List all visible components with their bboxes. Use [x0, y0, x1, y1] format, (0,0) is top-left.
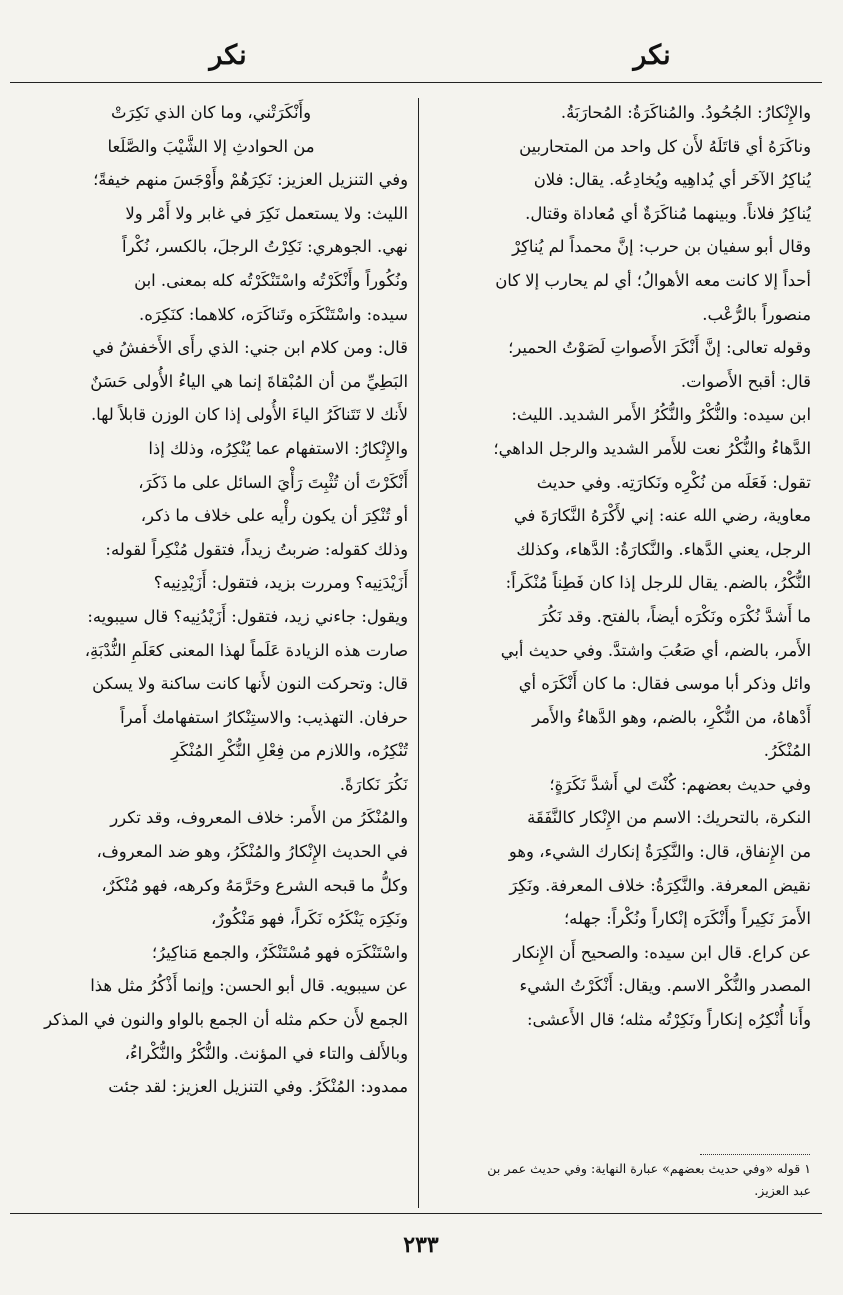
text-line: أَنْكَرْتَ أن تُثْبِتَ رَأْيَ السائل على ما ذَكَرَ،	[138, 472, 408, 492]
text-line: واسْتَنْكَرَه فهو مُسْتَنْكَرٌ، والجمع مَناكِيرُ؛	[151, 942, 408, 962]
text-line: في الحديث الإِنْكارُ والمُنْكَرُ، وهو ضد المعروف،	[96, 842, 408, 862]
text-line: والمُنْكَرُ من الأَمر: خلاف المعروف، وقد تكرر	[110, 808, 408, 828]
text-line: عن سيبويه. قال أبو الحسن: وإنما أَذْكُرُ مثل هذا	[90, 976, 408, 996]
text-line: أو تُنْكِرَ أن يكون رأْيه على خلاف ما ذكر،	[140, 506, 408, 526]
right-column	[431, 96, 811, 1037]
text-line: المُنْكَرُ.	[763, 741, 811, 761]
right-header-word: نكر	[633, 40, 671, 71]
text-line: وفي التنزيل العزيز: نَكِرَهُمْ وأَوْجَسَ منهم خيفةً؛	[93, 170, 408, 190]
text-line: النُّكْرُ، بالضم. يقال للرجل إذا كان فَطِناً مُنْكَراً:	[505, 573, 811, 593]
text-line: قال: أقبح الأَصوات.	[680, 371, 811, 391]
text-line: البَطِيِّ من أن المُبْقاةَ إنما هي الياءُ الأُولى حَسَنٌ	[90, 371, 408, 391]
text-line: وبالأَلف والتاء في المؤنث. والنُّكْرُ والنُّكْراءُ،	[124, 1043, 408, 1063]
text-line: عن كراع. قال ابن سيده: والصحيح أَن الإِنكار	[513, 942, 811, 962]
footnote-line: عبد العزيز.	[754, 1183, 811, 1198]
bottom-rule	[10, 1213, 822, 1214]
text-line: وأَنا أُنْكِرُه إنكاراً ونَكِرْتُه مثله؛ قال الأَعشى:	[526, 1010, 811, 1030]
text-line: ممدود: المُنْكَرُ. وفي التنزيل العزيز: لقد جئت	[108, 1077, 408, 1097]
text-line: أحداً إلا كانت معه الأهوالُ؛ أي لم يحارب إلا كان	[495, 270, 811, 290]
text-line: ونَكِرَه يَنْكَرُه نَكَراً، فهو مَنْكُورٌ،	[211, 909, 408, 929]
text-line: وقال أبو سفيان بن حرب: إنَّ محمداً لم يُناكِرْ	[512, 237, 811, 257]
text-line: الليث: ولا يستعمل نَكِرَ في غابر ولا أَمْر ولا	[125, 203, 408, 223]
text-line: ابن سيده: والنُّكْرُ والنُّكُرُ الأَمر الشديد. الليث:	[511, 405, 811, 425]
text-line: الرجل، يعني الدَّهاء. والنَّكارَةُ: الدَّهاء، وكذلك	[516, 539, 811, 559]
text-line: يُناكِرُ فلاناً. وبينهما مُناكَرَةٌ أي مُعاداة وقتال.	[525, 203, 811, 223]
text-line: يُناكِرُ الآخَر أي يُداهِيه ويُخادِعُه. يقال: فلان	[533, 170, 811, 190]
top-rule	[10, 82, 822, 83]
text-line: تُنْكِرُه، واللازم من فِعْلِ النُّكْرِ المُنْكَرِ	[171, 741, 408, 761]
text-line: النكرة، بالتحريك: الاسم من الإِنْكار كالنَّفَقَة	[527, 808, 811, 828]
verse-line: من الحوادثِ إلا الشَّيْبَ والصَّلَعا	[107, 136, 315, 156]
text-line: وفي حديث بعضهم: كُنْتَ لي أَشدَّ نَكَرَةٍ؛	[549, 774, 811, 794]
page-number: ٢٣٣	[403, 1232, 439, 1258]
text-line: تقول: فَعَلَه من نُكْرِه ونَكارَتِه. وفي حديث	[536, 472, 811, 492]
text-line: قال: ومن كلام ابن جني: الذي رأَى الأَخفشُ في	[92, 338, 408, 358]
column-divider	[418, 98, 419, 1208]
footnote-line: ١ قوله «وفي حديث بعضهم» عبارة النهاية: وفي حديث عمر بن	[487, 1161, 811, 1176]
text-line: الأَمر، بالضم، أي صَعُبَ واشتدَّ. وفي حديث أبي	[500, 640, 811, 660]
left-header-word: نكر	[209, 40, 247, 71]
footnote-rule	[700, 1154, 810, 1155]
text-line: معاوية، رضي الله عنه: إني لأَكْرَهُ النَّكارَةَ في	[513, 506, 811, 526]
text-line: سيده: واسْتَنْكَرَه وتَناكَرَه، كلاهما: كنَكِرَه.	[138, 304, 408, 324]
text-line: المصدر والنُّكْر الاسم. ويقال: أَنْكَرْتُ الشيء	[519, 976, 811, 996]
text-line: الجمع لأَن حكم مثله أن الجمع بالواو والنون في المذكر	[44, 1010, 408, 1030]
text-line: الدَّهاءُ والنُّكْرُ نعت للأَمر الشديد والرجل الداهي؛	[493, 438, 811, 458]
text-line: صارت هذه الزيادة عَلَماً لهذا المعنى كعَلَمِ النُّدْبَةِ،	[84, 640, 408, 660]
text-line: نقيض المعرفة. والنَّكِرَةُ: خلاف المعرفة. ونَكِرَ	[509, 875, 811, 895]
text-line: وذلك كقوله: ضربتُ زيداً، فتقول مُنْكِراً لقوله:	[105, 539, 408, 559]
text-line: حرفان. التهذيب: والاستِنْكارُ استفهامك أَمراً	[120, 707, 408, 727]
text-line: لأَنك لا تَتَناكَرُ الياءَ الأُولى إذا كان الوزن قابلاً لها.	[90, 405, 408, 425]
text-line: وناكَرَهُ أي قاتَلَهُ لأَن كل واحد من المتحاربين	[519, 136, 811, 156]
text-line: منصوراً بالرُّعْب.	[702, 304, 811, 324]
text-line: نَكُرَ نَكارَةً.	[339, 774, 408, 794]
text-line: أَزَيْدَنِيه؟ ومررت بزيد، فتقول: أَزَيْدِنِيه؟	[153, 573, 408, 593]
text-line: والإِنْكارُ: الاستفهام عما يُنْكِرُه، وذلك إذا	[148, 438, 408, 458]
text-line: وكلُّ ما قبحه الشرع وحَرَّمَهُ وكرهه، فهو مُنْكَرٌ،	[101, 875, 408, 895]
text-line: من الإِنفاق، قال: والنَّكِرَةُ إنكارك الشيء، وهو	[508, 842, 811, 862]
text-line: ونُكُوراً وأَنْكَرْتُه واسْتَنْكَرْتُه كله بمعنى. ابن	[134, 270, 408, 290]
verse-line: وأَنْكَرَتْني، وما كان الذي نَكِرَتْ	[110, 103, 312, 122]
text-line: الأَمرَ نَكِيراً وأَنْكَرَه إنْكاراً ونُكْراً: جهله؛	[563, 909, 811, 929]
text-line: والإِنْكارُ: الجُحُودُ. والمُناكَرَةُ: المُحارَبَةُ.	[560, 103, 811, 122]
left-column	[14, 96, 408, 1104]
text-line: قال: وتحركت النون لأَنها كانت ساكنة ولا يسكن	[92, 674, 408, 694]
text-line: نهي. الجوهري: نَكِرْتُ الرجلَ، بالكسر، نُكْراً	[122, 237, 408, 257]
text-line: وقوله تعالى: إنَّ أَنْكَرَ الأَصواتِ لَصَوْتُ الحمير؛	[508, 338, 811, 358]
footnote	[431, 1158, 811, 1202]
text-line: ما أَشدَّ نُكْرَه ونَكْرَه أيضاً، بالفتح. وقد نَكُرَ	[539, 606, 811, 626]
text-line: أَدْهاهُ، من النُّكْرِ، بالضم، وهو الدَّهاءُ والأَمر	[532, 707, 811, 727]
text-line: ويقول: جاءني زيد، فتقول: أَزَيْدُنِيه؟ قال سيبويه:	[87, 606, 408, 626]
text-line: وائل وذكر أبا موسى فقال: ما كان أَنْكَرَه أي	[518, 674, 811, 694]
